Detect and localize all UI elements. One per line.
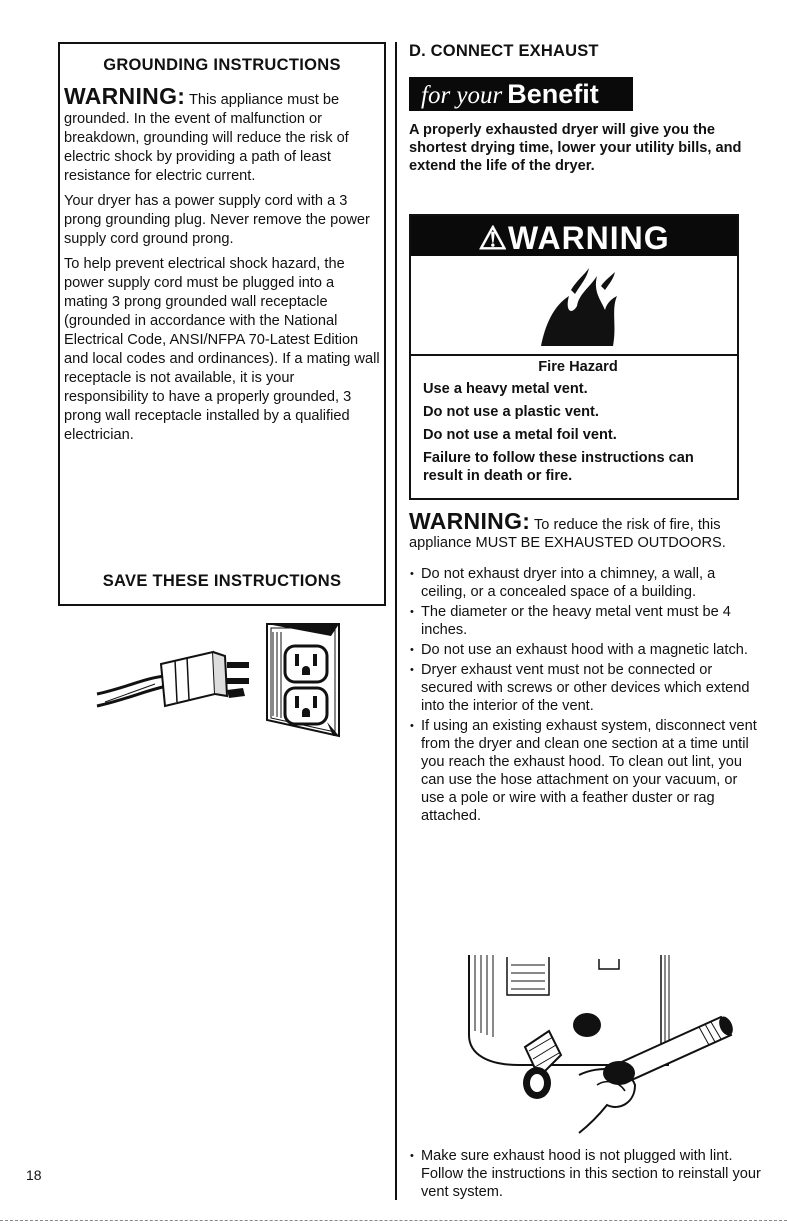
- page-bottom-rule: [0, 1220, 787, 1221]
- plug-and-outlet-illustration: [95, 622, 345, 740]
- exhaust-warning-text: To reduce the risk of fire, this appliance MUST BE EXHAUSTED OUTDOORS.: [409, 517, 726, 551]
- benefit-badge-bold: Benefit: [507, 79, 599, 109]
- for-your-benefit-badge: [409, 77, 633, 111]
- warning-item: Failure to follow these instructions can result in death or fire.: [423, 450, 694, 484]
- exhaust-bullet-list: [409, 565, 764, 827]
- grounding-warning-paragraph: [64, 83, 380, 186]
- bullet-item-last: • Make sure exhaust hood is not plugged with lint. Follow the instructions in this section to reinstall your vent system.: [409, 1147, 771, 1201]
- grounding-instructions-box: [58, 42, 386, 606]
- warning-header-text: ⚠WARNING: [478, 220, 670, 256]
- warning-label: WARNING:: [409, 508, 531, 534]
- bullet-item: • Do not use an exhaust hood with a magnetic latch.: [409, 641, 764, 659]
- column-divider: [395, 42, 397, 1200]
- warning-items: [423, 358, 733, 490]
- grounding-title: GROUNDING INSTRUCTIONS: [103, 56, 341, 74]
- warning-header-bar: [411, 216, 737, 256]
- warning-label: WARNING:: [64, 83, 186, 109]
- fire-icon: [531, 266, 621, 348]
- benefit-text: A properly exhausted dryer will give you the shortest drying time, lower your utility bills, and extend the life of the dryer.: [409, 122, 742, 174]
- warning-item: Do not use a metal foil vent.: [423, 427, 617, 443]
- grounding-warning-text: This appliance must be grounded. In the event of malfunction or breakdown, grounding will reduce the risk of electric shock by providing a path of least resistance for electric current.: [64, 92, 349, 184]
- save-instructions-title: SAVE THESE INSTRUCTIONS: [102, 572, 342, 590]
- bullet-item: • If using an existing exhaust system, disconnect vent from the dryer and clean one section at a time until you reach the exhaust hood. To clean out lint, you can use the hose attachment on your vacuum, or use a pole or wire with a feather duster or rag attached.: [409, 717, 764, 825]
- fire-hazard-warning-box: [409, 214, 739, 500]
- grounding-paragraph-cord: Your dryer has a power supply cord with a 3 prong grounding plug. Never remove the power supply cord ground prong.: [64, 193, 370, 247]
- benefit-badge-italic: for your: [421, 82, 503, 109]
- bullet-item: • The diameter or the heavy metal vent must be 4 inches.: [409, 603, 764, 639]
- bullet-item: • Dryer exhaust vent must not be connected or secured with screws or other devices which extend into the interior of the vent.: [409, 661, 764, 715]
- fire-hazard-title: Fire Hazard: [538, 359, 618, 375]
- connect-exhaust-heading: D. CONNECT EXHAUST: [409, 42, 599, 60]
- warning-item: Do not use a plastic vent.: [423, 404, 599, 420]
- warning-separator: [411, 354, 737, 356]
- page-number: 18: [26, 1167, 42, 1183]
- exhaust-warning-paragraph: [409, 508, 761, 552]
- vent-cleaning-illustration: [429, 955, 739, 1135]
- grounding-text: [64, 83, 380, 451]
- warning-item: Use a heavy metal vent.: [423, 381, 588, 397]
- bullet-item: • Do not exhaust dryer into a chimney, a wall, a ceiling, or a concealed space of a building.: [409, 565, 764, 601]
- grounding-paragraph-receptacle: To help prevent electrical shock hazard, the power supply cord must be plugged into a mating 3 prong grounded wall receptacle (grounded in accordance with the National Electrical Code, ANSI/NFPA 70-Latest Edition and local codes and ordinances). If a mating wall receptacle is not available, it is your responsibility to have a properly grounded, 3 prong wall receptacle installed by a qualified electrician.: [64, 256, 380, 443]
